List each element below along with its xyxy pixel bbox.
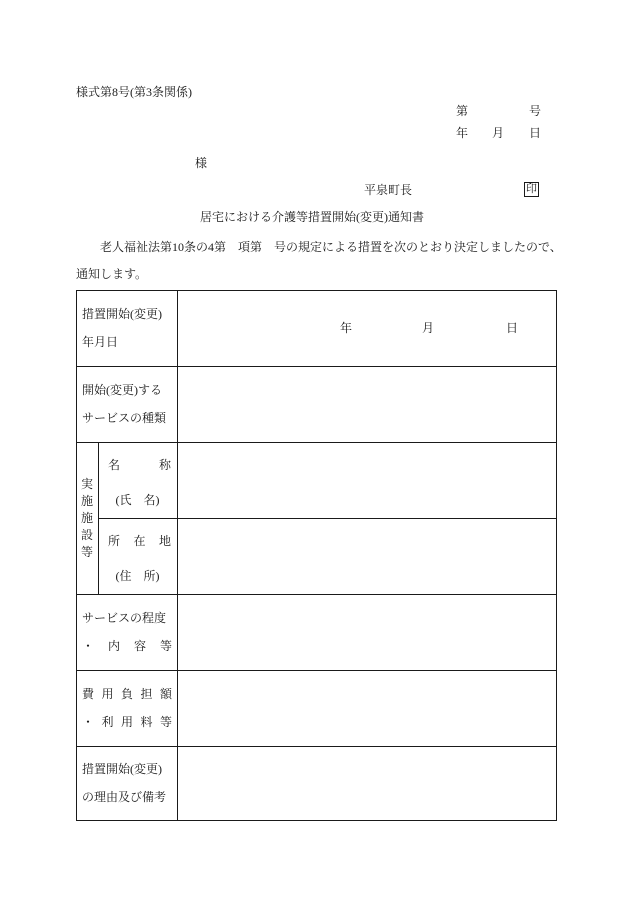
cost-label [82,670,172,746]
label-line [82,680,172,708]
label-line: (氏 名) [115,493,160,507]
service-content-value-cell [178,595,556,670]
reason-value-cell [178,747,556,820]
label-char: 地 [158,534,171,548]
form-number: 様式第8号(第3条関係) [76,85,192,99]
issue-date-month: 月 [492,126,505,140]
label-char: 用 [101,687,114,701]
label-char: 担 [140,687,153,701]
body-text-line-1: 老人福祉法第10条の4第 項第 号の規定による措置を次のとおり決定しましたので、 [100,240,562,254]
label-char: ・ [82,639,95,653]
label-char: 在 [133,534,146,548]
issue-date-day: 日 [529,126,542,140]
document-title: 居宅における介護等措置開始(変更)通知書 [200,210,424,224]
label-char: 容 [133,639,146,653]
reference-number-prefix: 第 [456,104,469,118]
label-char: 等 [159,639,172,653]
label-line: サービスの程度 [82,611,167,625]
label-char: 称 [158,458,171,472]
reference-number-suffix: 号 [529,104,542,118]
label-char: 額 [159,687,172,701]
label-line: の理由及び備考 [82,790,167,804]
label-line: 開始(変更)する [82,383,162,397]
label-char: 費 [82,687,95,701]
start-date-day: 日 [506,321,519,335]
label-char: 用 [120,715,133,729]
service-content-label [82,594,172,670]
label-line: 措置開始(変更) [82,762,162,776]
start-date-value-cell [178,291,556,366]
label-char: 料 [140,715,153,729]
label-line: (住 所) [115,569,160,583]
service-type-label [82,366,171,442]
body-text-line-2: 通知します。 [76,267,148,281]
label-char: 内 [107,639,120,653]
facility-group-label: 実施施設等 [80,477,93,559]
label-line [82,708,172,736]
label-line [82,632,172,660]
label-char: 等 [159,715,172,729]
start-date-label [82,290,171,366]
label-line: 措置開始(変更) [82,307,162,321]
label-char: 負 [120,687,133,701]
label-line: 年月日 [82,335,119,349]
seal-mark: 印 [526,183,537,195]
facility-name-value-cell [178,443,556,518]
label-char: ・ [82,715,95,729]
reason-label [82,746,172,820]
label-char: 利 [101,715,114,729]
issue-date-year: 年 [456,126,469,140]
issuer-name: 平泉町長 [364,183,413,197]
label-char: 所 [108,534,121,548]
facility-name-label [98,442,177,518]
label-char: 名 [108,458,121,472]
facility-address-value-cell [178,519,556,594]
cost-value-cell [178,671,556,746]
facility-address-label [98,518,177,594]
label-line [108,524,171,559]
start-date-year: 年 [340,321,353,335]
label-line [108,448,171,483]
start-date-month: 月 [422,321,435,335]
addressee-honorific: 様 [195,156,208,170]
label-line: サービスの種類 [82,411,167,425]
service-type-value-cell [178,367,556,442]
